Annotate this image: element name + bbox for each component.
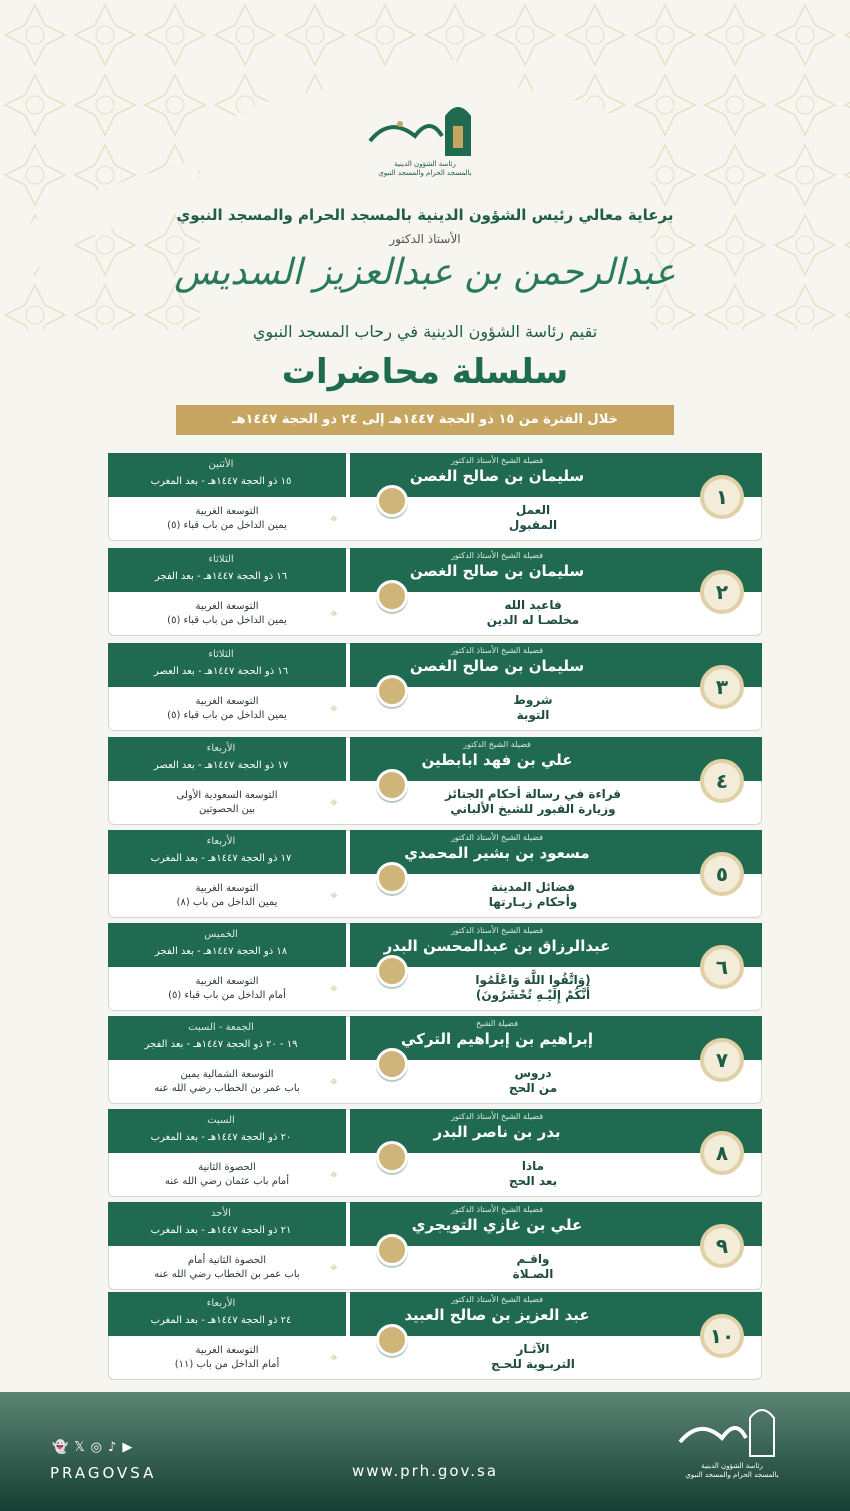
lecture-day: الأربعاء <box>206 743 236 754</box>
lecturer-name: سليمان بن صالح الغصن <box>409 467 585 485</box>
topic-line-1: شروط <box>513 693 553 707</box>
lecture-row <box>108 923 762 1011</box>
topic-line-1: (وَاتَّقُوا اللَّهَ وَاعْلَمُوا <box>475 973 591 987</box>
location-line-1: الحصوة الثانية <box>198 1162 256 1173</box>
topic-line-1: العمل <box>515 503 551 517</box>
location-line-2: يمين الداخل من باب قباء (٥) <box>167 520 287 531</box>
divider-dot-icon <box>376 1048 408 1080</box>
topic-line-2: مخلصـا له الدين <box>486 613 580 627</box>
lecture-date: ١٧ ذو الحجة ١٤٤٧هـ - بعد العصر <box>153 760 289 771</box>
lecture-number: ١٠ <box>700 1314 744 1358</box>
divider-dot-icon <box>376 485 408 517</box>
lecture-date: ٢١ ذو الحجة ١٤٤٧هـ - بعد المغرب <box>150 1225 292 1236</box>
topic-line-1: الآثـار <box>516 1342 550 1356</box>
lecture-row <box>108 1016 762 1104</box>
location-line-2: أمام باب عثمان رضي الله عنه <box>164 1176 290 1187</box>
lecture-location <box>132 695 322 723</box>
logo <box>360 96 490 186</box>
location-pin-icon: ⌖ <box>330 606 338 622</box>
lecturer-name: سليمان بن صالح الغصن <box>409 562 585 580</box>
location-line-1: التوسعة السعودية الأولى <box>176 790 278 801</box>
youtube-icon[interactable]: ▶ <box>122 1440 139 1455</box>
tiktok-icon[interactable]: ♪ <box>108 1440 123 1455</box>
lecture-topic <box>438 1342 628 1372</box>
topic-line-2: الصـلاة <box>512 1267 554 1281</box>
snapchat-icon[interactable]: 👻 <box>52 1440 75 1455</box>
lecture-location <box>132 975 322 1003</box>
location-pin-icon: ⌖ <box>330 1167 338 1183</box>
lecturer-title: فضيلة الشيخ الأستاذ الدكتور <box>450 833 544 842</box>
topic-line-2: التربـوية للحـج <box>491 1357 575 1371</box>
lecture-location <box>132 505 322 533</box>
location-line-2: أمام الداخل من باب (١١) <box>174 1359 280 1370</box>
divider-dot-icon <box>376 955 408 987</box>
patron-name: عبدالرحمن بن عبدالعزيز السديس <box>174 252 676 293</box>
lecture-location <box>132 1344 322 1372</box>
topic-line-2: المقبول <box>508 518 558 532</box>
lecture-date: ١٦ ذو الحجة ١٤٤٧هـ - بعد العصر <box>153 666 289 677</box>
divider-dot-icon <box>376 1324 408 1356</box>
topic-line-1: فضائل المدينة <box>491 880 575 894</box>
lecturer-name: عبد العزيز بن صالح العبيد <box>404 1306 590 1324</box>
lecturer-title: فضيلة الشيخ الأستاذ الدكتور <box>450 456 544 465</box>
topic-line-1: فاعبد الله <box>504 598 562 612</box>
lecture-date: ١٦ ذو الحجة ١٤٤٧هـ - بعد الفجر <box>154 571 288 582</box>
lecturer-name: علي بن فهد ابابطين <box>421 751 573 769</box>
location-line-1: التوسعة الغربية <box>195 883 259 894</box>
lecture-row <box>108 1109 762 1197</box>
lecture-row <box>108 453 762 541</box>
lecture-number: ٩ <box>700 1224 744 1268</box>
patronage-text: برعاية معالي رئيس الشؤون الدينية بالمسجد الحرام والمسجد النبوي <box>176 206 674 224</box>
lecture-topic <box>438 1159 628 1189</box>
lecture-topic <box>438 693 628 723</box>
period-bar: خلال الفترة من ١٥ ذو الحجة ١٤٤٧هـ إلى ٢٤ ذو الحجة ١٤٤٧هـ <box>176 405 674 435</box>
topic-line-2: أَنَّكُمْ إِلَيْـهِ تُحْشَرُونَ) <box>475 988 591 1002</box>
lecture-row <box>108 643 762 731</box>
location-line-2: يمين الداخل من باب قباء (٥) <box>167 710 287 721</box>
location-pin-icon: ⌖ <box>330 981 338 997</box>
mosque-logo-icon <box>672 1400 792 1460</box>
location-line-2: بين الحصوتين <box>198 804 256 815</box>
location-pin-icon: ⌖ <box>330 511 338 527</box>
lecture-row <box>108 830 762 918</box>
lecturer-title: فضيلة الشيخ الأستاذ الدكتور <box>450 646 544 655</box>
location-line-1: التوسعة الغربية <box>195 1345 259 1356</box>
lecture-date: ١٧ ذو الحجة ١٤٤٧هـ - بعد المغرب <box>150 853 292 864</box>
lecture-row <box>108 548 762 636</box>
logo-line-1: رئاسة الشؤون الدينية <box>394 160 456 168</box>
footer-logo-line-2: بالمسجد الحرام والمسجد النبوي <box>685 1471 779 1479</box>
lecture-location <box>132 789 322 817</box>
lecture-day: الثلاثاء <box>208 649 234 660</box>
lecture-day: الأربعاء <box>206 1298 236 1309</box>
location-line-2: يمين الداخل من باب قباء (٥) <box>167 615 287 626</box>
location-line-1: التوسعة الغربية <box>195 601 259 612</box>
lecturer-title: فضيلة الشيخ <box>475 1019 519 1028</box>
lecture-topic <box>438 598 628 628</box>
lecture-date: ١٩ - ٢٠ ذو الحجة ١٤٤٧هـ - بعد الفجر <box>144 1039 298 1050</box>
lecture-location <box>132 882 322 910</box>
footer-logo <box>672 1400 792 1484</box>
lecture-number: ٢ <box>700 570 744 614</box>
topic-line-2: التوبة <box>516 708 550 722</box>
lecture-number: ٧ <box>700 1038 744 1082</box>
lecture-number: ٦ <box>700 945 744 989</box>
lecture-day: الأحد <box>211 1208 231 1219</box>
social-handle: PRAGOVSA <box>50 1464 157 1482</box>
location-pin-icon: ⌖ <box>330 701 338 717</box>
lecture-date: ١٨ ذو الحجة ١٤٤٧هـ - بعد الفجر <box>154 946 288 957</box>
lecture-row <box>108 1292 762 1380</box>
location-line-2: باب عمر بن الخطاب رضي الله عنه <box>154 1083 300 1094</box>
lecture-location <box>132 1161 322 1189</box>
lecturer-name: مسعود بن بشير المحمدي <box>404 844 590 862</box>
lecturer-title: فضيلة الشيخ الأستاذ الدكتور <box>450 1205 544 1214</box>
lecturer-name: علي بن غازي التويجري <box>411 1216 583 1234</box>
lecture-topic <box>438 1066 628 1096</box>
location-line-2: باب عمر بن الخطاب رضي الله عنه <box>154 1269 300 1280</box>
lecture-topic <box>438 787 628 817</box>
lecturer-title: فضيلة الشيخ الأستاذ الدكتور <box>450 551 544 560</box>
logo-line-2: بالمسجد الحرام والمسجد النبوي <box>378 169 472 177</box>
series-title: سلسلة محاضرات <box>281 352 569 392</box>
lecture-row <box>108 1202 762 1290</box>
lecture-topic <box>438 503 628 533</box>
lecture-day: الثلاثاء <box>208 554 234 565</box>
location-line-1: التوسعة الغربية <box>195 696 259 707</box>
lecture-day: الخميس <box>204 929 238 940</box>
lecture-number: ٣ <box>700 665 744 709</box>
lecturer-name: إبراهيم بن إبراهيم التركي <box>401 1030 593 1048</box>
lecturer-name: عبدالرزاق بن عبدالمحسن البدر <box>383 937 611 955</box>
divider-dot-icon <box>376 1234 408 1266</box>
lecture-location <box>132 600 322 628</box>
topic-line-2: وأحكام زيـارتها <box>488 895 578 909</box>
location-line-1: التوسعة الغربية <box>195 976 259 987</box>
lecture-number: ١ <box>700 475 744 519</box>
lecture-row <box>108 737 762 825</box>
mosque-logo-icon <box>360 96 490 160</box>
topic-line-2: من الحج <box>508 1081 558 1095</box>
lecturer-name: سليمان بن صالح الغصن <box>409 657 585 675</box>
lecture-date: ١٥ ذو الحجة ١٤٤٧هـ - بعد المغرب <box>150 476 292 487</box>
divider-dot-icon <box>376 1141 408 1173</box>
website-link[interactable]: www.prh.gov.sa <box>351 1462 499 1480</box>
organizer-text: تقيم رئاسة الشؤون الدينية في رحاب المسجد النبوي <box>252 322 598 341</box>
location-line-1: التوسعة الغربية <box>195 506 259 517</box>
lecture-number: ٤ <box>700 759 744 803</box>
professor-title: الأستاذ الدكتور <box>389 232 461 246</box>
topic-line-1: واقـم <box>516 1252 550 1266</box>
location-line-2: أمام الداخل من باب قباء (٥) <box>168 990 286 1001</box>
lecturer-title: فضيلة الشيخ الأستاذ الدكتور <box>450 1295 544 1304</box>
divider-dot-icon <box>376 580 408 612</box>
lecture-location <box>132 1068 322 1096</box>
topic-line-1: دروس <box>514 1066 552 1080</box>
lecturer-title: فضيلة الشيخ الدكتور <box>463 740 531 749</box>
divider-dot-icon <box>376 675 408 707</box>
lecture-number: ٥ <box>700 852 744 896</box>
location-pin-icon: ⌖ <box>330 1350 338 1366</box>
lecturer-title: فضيلة الشيخ الأستاذ الدكتور <box>450 926 544 935</box>
topic-line-1: ماذا <box>521 1159 545 1173</box>
location-pin-icon: ⌖ <box>330 1260 338 1276</box>
lecture-location <box>132 1254 322 1282</box>
lecture-day: السبت <box>207 1115 235 1126</box>
topic-line-2: وزيارة القبور للشيخ الألباني <box>450 802 616 816</box>
social-icons <box>52 1440 138 1455</box>
location-pin-icon: ⌖ <box>330 795 338 811</box>
lecture-day: الأثنين <box>208 459 234 470</box>
instagram-icon[interactable]: ◎ <box>90 1440 109 1455</box>
location-line-1: التوسعة الشمالية يمين <box>180 1069 274 1080</box>
location-pin-icon: ⌖ <box>330 888 338 904</box>
lecturer-title: فضيلة الشيخ الأستاذ الدكتور <box>450 1112 544 1121</box>
x-icon[interactable]: 𝕏 <box>74 1440 91 1455</box>
lecture-date: ٢٠ ذو الحجة ١٤٤٧هـ - بعد المغرب <box>150 1132 292 1143</box>
lecture-topic <box>438 1252 628 1282</box>
lecturer-name: بدر بن ناصر البدر <box>433 1123 561 1141</box>
lecture-topic <box>438 880 628 910</box>
lecture-day: الأربعاء <box>206 836 236 847</box>
topic-line-1: قراءة في رسالة أحكام الجنائز <box>444 787 622 801</box>
lecture-topic <box>438 973 628 1003</box>
topic-line-2: بعد الحج <box>508 1174 558 1188</box>
location-line-2: يمين الداخل من باب (٨) <box>176 897 278 908</box>
lecture-number: ٨ <box>700 1131 744 1175</box>
footer-logo-line-1: رئاسة الشؤون الدينية <box>701 1462 763 1470</box>
divider-dot-icon <box>376 769 408 801</box>
lecture-date: ٢٤ ذو الحجة ١٤٤٧هـ - بعد المغرب <box>150 1315 292 1326</box>
divider-dot-icon <box>376 862 408 894</box>
lecture-day: الجمعة - السبت <box>188 1022 254 1033</box>
location-pin-icon: ⌖ <box>330 1074 338 1090</box>
location-line-1: الحصوة الثانية أمام <box>187 1255 267 1266</box>
